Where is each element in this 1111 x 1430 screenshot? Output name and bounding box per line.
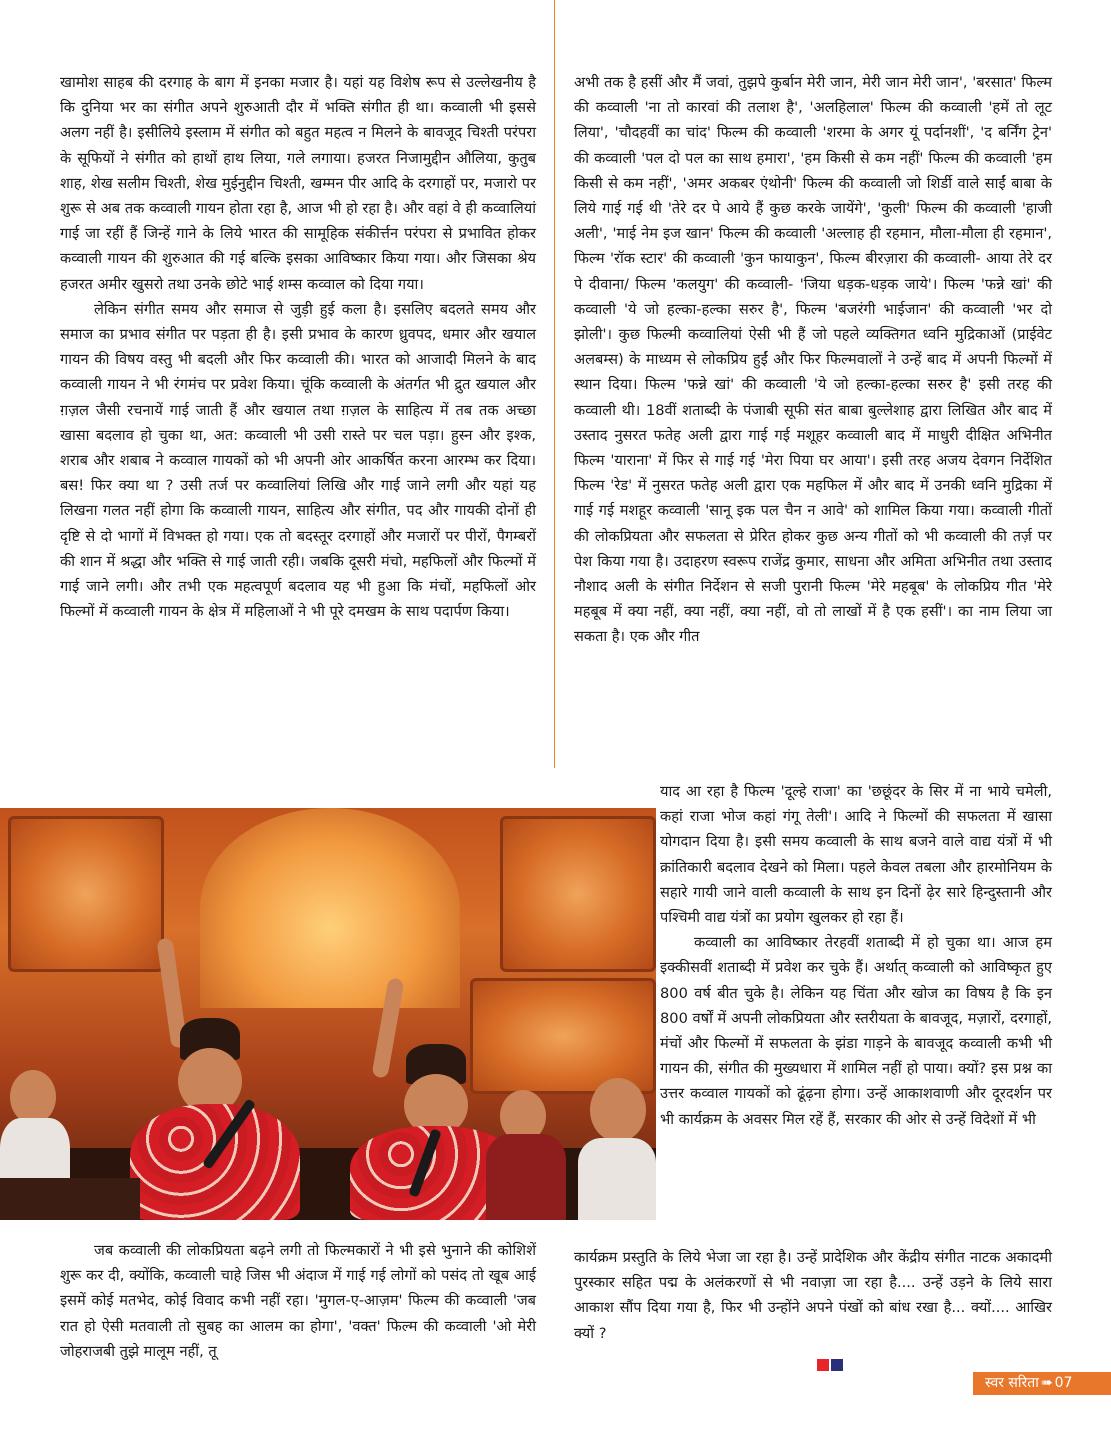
left-column-bottom [60, 1238, 536, 1364]
right-column-wrap [660, 779, 1052, 1132]
harmonium [0, 1178, 140, 1220]
navy-square [831, 1359, 843, 1371]
musician-body [486, 1134, 566, 1220]
musician-body [578, 1138, 656, 1220]
qawwali-performance-photo [0, 808, 656, 1220]
paragraph: कार्यक्रम प्रस्तुति के लिये भेजा जा रहा है। उन्हें प्रादेशिक और केंद्रीय संगीत नाटक अकादमी पुरस्कार सहित पद्म के अलंकरणों से भी नवाज़ा जा रहा है.... उन्हें उड़ने के लिये सारा आकाश सौंप दिया गया है, फिर भी उन्होंने अपने पंखों को बांध रखा है... क्यों.... आखिर क्यों ? [574, 1249, 1052, 1342]
footer-decoration [817, 1359, 845, 1378]
stage-arch [200, 808, 460, 1008]
arrow-icon: ➠ [1040, 1375, 1053, 1391]
column-divider [554, 0, 555, 768]
carved-panel [470, 978, 656, 1094]
paragraph: कव्वाली का आविष्कार तेरहवीं शताब्दी में हो चुका था। आज हम इक्कीसवीं शताब्दी में प्रवेश कर चुके हैं। अर्थात् कव्वाली को आविष्कृत हुए 800 वर्ष बीत चुके है। लेकिन यह चिंता और खोज का विषय है कि इन 800 वर्षों में अपनी लोकप्रियता और स्तरीयता के बावजूद, मज़ारों, दरगाहों, मंचों और फिल्मों में सफलता के झंडा गाड़ने के बावजूद कव्वाली कभी भी गायन की, संगीत की मुख्यधारा में शामिल नहीं हो पाया। क्यों? इस प्रश्न का उत्तर कव्वाल गायकों को ढूंढ़ना होगा। उन्हें आकाशवाणी और दूरदर्शन पर भी कार्यक्रम के अवसर मिल रहें हैं, सरकार की ओर से उन्हें विदेशों में भी [660, 934, 1052, 1128]
paragraph: अभी तक है हसीं और मैं जवां, तुझपे कुर्बान मेरी जान, मेरी जान मेरी जान', 'बरसात' फिल्म की कव्वाली 'ना तो कारवां की तलाश है', 'अलहिलाल' फिल्म की कव्वाली 'हमें तो लूट लिया', 'चौदहवीं का चांद' फिल्म की कव्वाली 'शरमा के अगर यूं पर्दानशीं', 'द बर्निंग ट्रेन' की कव्वाली 'पल दो पल का साथ हमारा', 'हम किसी से कम नहीं' फिल्म की कव्वाली 'हम किसी से कम नहीं', 'अमर अकबर एंथोनी' फिल्म की कव्वाली जो शिर्डी वाले साईं बाबा के लिये गाई गई थी 'तेरे दर पे आये हैं कुछ करके जायेंगे', 'कुली' फिल्म की कव्वाली 'हाजी अली', 'माई नेम इज खान' फिल्म की कव्वाली 'अल्लाह ही रहमान, मौला-मौला ही रहमान', फिल्म 'रॉक स्टार' की कव्वाली 'कुन फायाकुन', फिल्म बीरज़ारा की कव्वाली- आया तेरे दर पे दीवाना/ फिल्म 'कलयुग' की कव्वाली- 'जिया धड़क-धड़क जाये'। फिल्म 'फन्ने खां' की कव्वाली 'ये जो हल्का-हल्का सरुर है', फिल्म 'बजरंगी भाईजान' की कव्वाली 'भर दो झोली'। कुछ फिल्मी कव्वालियां ऐसी भी हैं जो पहले व्यक्तिगत ध्वनि मुद्रिकाओं (प्राईवेट अलबम्स) के माध्यम से लोकप्रिय हुईं और फिर फिल्मवालों ने उन्हें बाद में अपनी फिल्मों में स्थान दिया। फिल्म 'फन्ने खां' की कव्वाली 'ये जो हल्का-हल्का सरुर है' इसी तरह की कव्वाली थी। 18वीं शताब्दी के पंजाबी सूफी संत बाबा बुल्लेशाह द्वारा लिखित और बाद में उस्ताद नुसरत फतेह अली द्वारा गाई गई मशूहर कव्वाली बाद में माधुरी दीक्षित अभिनीत फिल्म 'याराना' में फिर से गाई गई 'मेरा पिया घर आया'। इसी तरह अजय देवगन निर्देशित फिल्म 'रेड' में नुसरत फतेह अली द्वारा एक महफिल में और बाद में उनकी ध्वनि मुद्रिका में गाई गई मशहूर कव्वाली 'सानू इक पल चैन न आवे' को शामिल किया गया। कव्वाली गीतों की लोकप्रियता और सफलता से प्रेरित होकर कुछ अन्य गीतों को भी कव्वाली की तर्ज़ पर पेश किया गया है। उदाहरण स्वरूप राजेंद्र कुमार, साधना और अमिता अभिनीत तथा उस्ताद नौशाद अली के संगीत निर्देशन से सजी पुरानी फिल्म 'मेरे महबूब' के लोकप्रिय गीत 'मेरे महबूब में क्या नहीं, क्या नहीं, क्या नहीं, वो तो लाखों में है एक हसीं'। का नाम लिया जा सकता है। एक और गीत [574, 74, 1052, 646]
paragraph: याद आ रहा है फिल्म 'दूल्हे राजा' का 'छछूंदर के सिर में ना भाये चमेली, कहां राजा भोज कहां गंगू तेली'। आदि ने फिल्मों की सफलता में खासा योगदान दिया है। इसी समय कव्वाली के साथ बजने वाले वाद्य यंत्रों में भी क्रांतिकारी बदलाव देखने को मिला। पहले केवल तबला और हारमोनियम के सहारे गायी जाने वाली कव्वाली के साथ इन दिनों ढ़ेर सारे हिन्दुस्तानी और पश्चिमी वाद्य यंत्रों का प्रयोग खुलकर हो रहा हैं। [660, 783, 1052, 927]
carved-panel [8, 816, 164, 972]
page-footer [973, 1372, 1111, 1395]
red-square [817, 1359, 829, 1371]
musician-head [590, 1078, 646, 1142]
right-column-bottom [574, 1245, 1052, 1346]
paragraph: जब कव्वाली की लोकप्रियता बढ़ने लगी तो फिल्मकारों ने भी इसे भुनाने की कोशिशें शुरू कर दी, क्योंकि, कव्वाली चाहे जिस भी अंदाज में गाई गई लोगों को पसंद तो खूब आई इसमें कोई मतभेद, कोई विवाद कभी नहीं रहा। 'मुगल-ए-आज़म' फिल्म की कव्वाली 'जब रात हो ऐसी मतवाली तो सुबह का आलम का होगा', 'वक्त' फिल्म की कव्वाली 'ओ मेरी जोहराजबी तुझे मालूम नहीं, तू [60, 1242, 536, 1360]
page-number: 07 [1054, 1375, 1073, 1391]
paragraph: लेकिन संगीत समय और समाज से जुड़ी हुई कला है। इसलिए बदलते समय और समाज का प्रभाव संगीत पर पड़ता ही है। इसी प्रभाव के कारण ध्रुवपद, धमार और खयाल गायन की विषय वस्तु भी बदली और फिर कव्वाली की। भारत को आजादी मिलने के बाद कव्वाली गायन ने भी रंगमंच पर प्रवेश किया। चूंकि कव्वाली के अंतर्गत भी द्रुत खयाल और ग़ज़ल जैसी रचनायें गाई जाती हैं और खयाल तथा ग़ज़ल के साहित्य में तब तक अच्छा खासा बदलाव हो चुका था, अत: कव्वाली भी उसी रास्ते पर चल पड़ा। हुस्न और इश्क, शराब और शबाब ने कव्वाल गायकों को भी अपनी ओर आकर्षित करना आरम्भ कर दिया। बस! फिर क्या था ? उसी तर्ज पर कव्वालियां लिखि और गाई जाने लगी और यहां यह लिखना गलत नहीं होगा कि कव्वाली गायन, साहित्य और संगीत, पद और गायकी दोनों ही दृष्टि से दो भागों में विभक्त हो गया। एक तो बदस्तूर दरगाहों और मजारों पर पीरों, पैगम्बरों की शान में श्रद्धा और भक्ति से गाई जाती रही। जबकि दूसरी मंचो, महफिलों और फिल्मों में गाई जाने लगी। और तभी एक महत्वपूर्ण बदलाव यह भी हुआ कि मंचों, महफिलों ओर फिल्मों में कव्वाली गायन के क्षेत्र में महिलाओं ने भी पूरे दमखम के साथ पदार्पण किया। [60, 300, 536, 621]
right-column-top [574, 70, 1052, 650]
carved-panel [500, 816, 656, 972]
paragraph: खामोश साहब की दरगाह के बाग में इनका मजार है। यहां यह विशेष रूप से उल्लेखनीय है कि दुनिया भर का संगीत अपने शुरुआती दौर में भक्ति संगीत ही था। कव्वाली भी इससे अलग नहीं है। इसीलिये इस्लाम में संगीत को बहुत महत्व न मिलने के बावजूद चिश्ती परंपरा के सूफियों ने संगीत को हाथों हाथ लिया, गले लगाया। हजरत निजामुद्दीन औलिया, कुतुब शाह, शेख सलीम चिश्ती, शेख मुईनुद्दीन चिश्ती, खम्मन पीर आदि के दरगाहों पर, मजारो पर शुरू से अब तक कव्वाली गायन होता रहा है, आज भी हो रहा है। और वहां वे ही कव्वालियां गाई जा रहीं हैं जिन्हें गाने के लिये भारत की सामूहिक संकीर्त्तन परंपरा से प्रभावित होकर कव्वाली गायन की शुरुआत की गई बल्कि इसका आविष्कार किया गया। और जिसका श्रेय हजरत अमीर खुसरो तथा उनके छोटे भाई शम्स कव्वाल को दिया गया। [60, 74, 536, 293]
musician-head [10, 1070, 56, 1124]
left-column-top [60, 70, 536, 624]
magazine-name: स्वर सरिता [985, 1375, 1039, 1391]
